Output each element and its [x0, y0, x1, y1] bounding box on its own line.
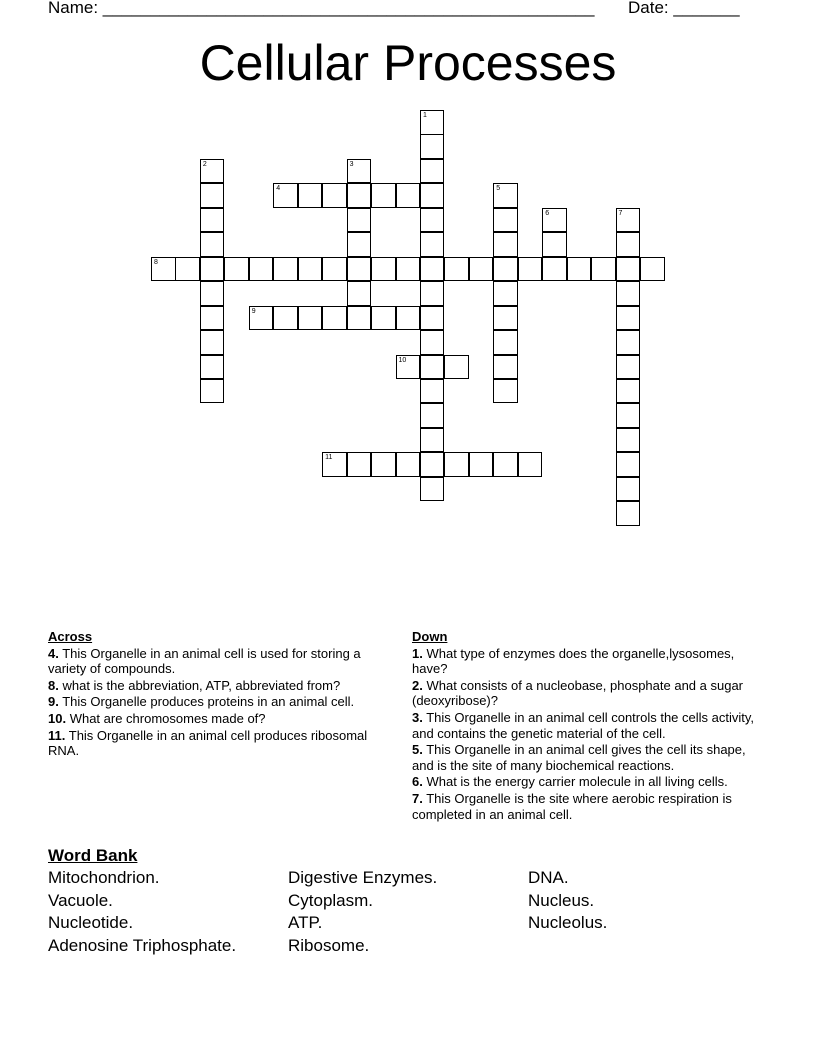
crossword-cell[interactable] — [493, 257, 518, 282]
crossword-cell[interactable] — [420, 452, 445, 477]
crossword-cell[interactable] — [420, 477, 445, 502]
clue-number: 6 — [545, 209, 550, 217]
crossword-cell[interactable] — [518, 257, 543, 282]
clue-down-7: 7. This Organelle is the site where aerobic respiration is completed in an animal cell. — [412, 790, 732, 822]
crossword-cell[interactable] — [249, 306, 274, 331]
clue-number: 2 — [202, 160, 207, 168]
crossword-cell[interactable] — [493, 452, 518, 477]
crossword-cell[interactable] — [542, 232, 567, 257]
crossword-cell[interactable] — [444, 257, 469, 282]
crossword-cell[interactable] — [347, 159, 372, 184]
word-bank-item: Cytoplasm. — [288, 890, 374, 910]
word-bank-item: Mitochondrion. — [48, 868, 160, 887]
crossword-cell[interactable] — [420, 110, 445, 135]
crossword-cell[interactable] — [444, 355, 469, 380]
crossword-cell[interactable] — [420, 379, 445, 404]
crossword-cell[interactable] — [347, 208, 372, 233]
clue-down-1: 1. What type of enzymes does the organelle,lysosomes, have? — [412, 645, 735, 677]
word-bank-item: Nucleus. — [528, 890, 595, 910]
crossword-cell[interactable] — [347, 306, 372, 331]
date-field-label: Date: _______ — [628, 0, 740, 17]
word-bank-item: Vacuole. — [48, 890, 113, 910]
crossword-cell[interactable] — [200, 183, 225, 208]
across-heading: Across — [48, 629, 93, 644]
crossword-cell[interactable] — [493, 355, 518, 380]
crossword-cell[interactable] — [298, 183, 323, 208]
crossword-cell[interactable] — [493, 208, 518, 233]
clue-number: 4 — [276, 185, 281, 193]
crossword-cell[interactable] — [322, 257, 347, 282]
crossword-cell[interactable] — [273, 306, 298, 331]
crossword-cell[interactable] — [371, 306, 396, 331]
clue-down-2: 2. What consists of a nucleobase, phosphate and a sugar (deoxyribose)? — [412, 677, 744, 709]
crossword-cell[interactable] — [420, 403, 445, 428]
crossword-cell[interactable] — [493, 330, 518, 355]
crossword-cell[interactable] — [420, 183, 445, 208]
clue-across-11: 11. This Organelle in an animal cell produces ribosomal RNA. — [48, 727, 368, 759]
crossword-cell[interactable] — [493, 232, 518, 257]
crossword-cell[interactable] — [420, 428, 445, 453]
crossword-cell[interactable] — [469, 257, 494, 282]
crossword-cell[interactable] — [420, 232, 445, 257]
crossword-cell[interactable] — [420, 257, 445, 282]
word-bank-title: Word Bank — [48, 846, 138, 865]
crossword-cell[interactable] — [175, 257, 200, 282]
crossword-cell[interactable] — [273, 257, 298, 282]
name-field-label: Name: ____________________________________________________ — [48, 0, 595, 17]
crossword-cell[interactable] — [616, 403, 641, 428]
crossword-cell[interactable] — [616, 452, 641, 477]
crossword-cell[interactable] — [567, 257, 592, 282]
crossword-cell[interactable] — [151, 257, 176, 282]
crossword-cell[interactable] — [396, 452, 421, 477]
crossword-cell[interactable] — [420, 159, 445, 184]
crossword-cell[interactable] — [616, 501, 641, 526]
crossword-cell[interactable] — [347, 183, 372, 208]
crossword-cell[interactable] — [200, 306, 225, 331]
crossword-cell[interactable] — [396, 306, 421, 331]
word-bank-item: Nucleolus. — [528, 913, 608, 933]
crossword-cell[interactable] — [298, 306, 323, 331]
clue-down-3: 3. This Organelle in an animal cell controls the cells activity, and contains the genetic material of the cell. — [412, 709, 755, 741]
crossword-cell[interactable] — [493, 183, 518, 208]
crossword-cell[interactable] — [616, 208, 641, 233]
crossword-cell[interactable] — [200, 208, 225, 233]
word-bank-item: Adenosine Triphosphate. — [48, 936, 237, 956]
down-clues — [412, 629, 760, 823]
word-bank-column-1 — [48, 867, 236, 958]
clue-across-4: 4. This Organelle in an animal cell is used for storing a variety of compounds. — [48, 645, 361, 677]
crossword-cell[interactable] — [371, 183, 396, 208]
clue-across-8: 8. what is the abbreviation, ATP, abbreviated from? — [48, 677, 341, 693]
crossword-cell[interactable] — [322, 183, 347, 208]
crossword-cell[interactable] — [298, 257, 323, 282]
crossword-cell[interactable] — [347, 232, 372, 257]
word-bank-item: Nucleotide. — [48, 913, 134, 933]
crossword-cell[interactable] — [616, 355, 641, 380]
crossword-cell[interactable] — [200, 257, 225, 282]
clue-number: 7 — [618, 209, 623, 217]
crossword-cell[interactable] — [200, 232, 225, 257]
crossword-cell[interactable] — [420, 134, 445, 159]
crossword-cell[interactable] — [273, 183, 298, 208]
crossword-cell[interactable] — [616, 232, 641, 257]
crossword-cell[interactable] — [420, 355, 445, 380]
crossword-cell[interactable] — [493, 379, 518, 404]
crossword-cell[interactable] — [347, 257, 372, 282]
crossword-cell[interactable] — [616, 281, 641, 306]
clue-number: 1 — [422, 112, 427, 119]
crossword-cell[interactable] — [420, 330, 445, 355]
crossword-cell[interactable] — [616, 306, 641, 331]
crossword-cell[interactable] — [616, 428, 641, 453]
clue-down-6: 6. What is the energy carrier molecule in all living cells. — [412, 774, 728, 790]
clue-number: 5 — [496, 185, 501, 193]
crossword-cell[interactable] — [616, 257, 641, 282]
crossword-cell[interactable] — [347, 281, 372, 306]
crossword-cell[interactable] — [347, 452, 372, 477]
crossword-cell[interactable] — [200, 355, 225, 380]
crossword-cell[interactable] — [469, 452, 494, 477]
clue-number: 8 — [154, 258, 158, 266]
crossword-cell[interactable] — [640, 257, 665, 282]
crossword-cell[interactable] — [420, 281, 445, 306]
crossword-cell[interactable] — [249, 257, 274, 282]
crossword-cell[interactable] — [420, 208, 445, 233]
clue-number: 10 — [398, 356, 407, 364]
crossword-cell[interactable] — [200, 379, 225, 404]
crossword-cell[interactable] — [396, 355, 421, 380]
crossword-cell[interactable] — [493, 281, 518, 306]
page-title: Cellular Processes — [199, 35, 617, 91]
clue-number: 3 — [349, 160, 354, 168]
clue-across-9: 9. This Organelle produces proteins in an animal cell. — [48, 694, 355, 710]
crossword-cell[interactable] — [371, 452, 396, 477]
crossword-cell[interactable] — [616, 477, 641, 502]
crossword-cell[interactable] — [493, 306, 518, 331]
across-clues — [48, 629, 386, 760]
word-bank-column-2 — [288, 867, 437, 958]
crossword-cell[interactable] — [224, 257, 249, 282]
clue-number: 11 — [325, 454, 333, 462]
crossword-cell[interactable] — [542, 208, 567, 233]
crossword-cell[interactable] — [616, 330, 641, 355]
word-bank-item: ATP. — [288, 913, 323, 933]
crossword-cell[interactable] — [200, 281, 225, 306]
clue-down-5: 5. This Organelle in an animal cell gives the cell its shape, and is the site of many biochemical reactions. — [412, 742, 746, 773]
crossword-cell[interactable] — [518, 452, 543, 477]
crossword-cell[interactable] — [396, 257, 421, 282]
crossword-cell[interactable] — [420, 306, 445, 331]
clue-number: 9 — [251, 307, 256, 315]
crossword-cell[interactable] — [444, 452, 469, 477]
crossword-cell[interactable] — [371, 257, 396, 282]
down-heading: Down — [412, 629, 448, 644]
crossword-cell[interactable] — [200, 159, 225, 184]
crossword-cell[interactable] — [200, 330, 225, 355]
crossword-cell[interactable] — [322, 306, 347, 331]
word-bank-item: Digestive Enzymes. — [288, 868, 438, 887]
word-bank-item: DNA. — [528, 868, 569, 887]
crossword-cell[interactable] — [616, 379, 641, 404]
word-bank-column-3 — [528, 867, 607, 935]
word-bank-item: Ribosome. — [288, 936, 370, 956]
crossword-cell[interactable] — [322, 452, 347, 477]
crossword-cell[interactable] — [542, 257, 567, 282]
crossword-cell[interactable] — [396, 183, 421, 208]
clue-across-10: 10. What are chromosomes made of? — [48, 710, 266, 726]
crossword-cell[interactable] — [591, 257, 616, 282]
